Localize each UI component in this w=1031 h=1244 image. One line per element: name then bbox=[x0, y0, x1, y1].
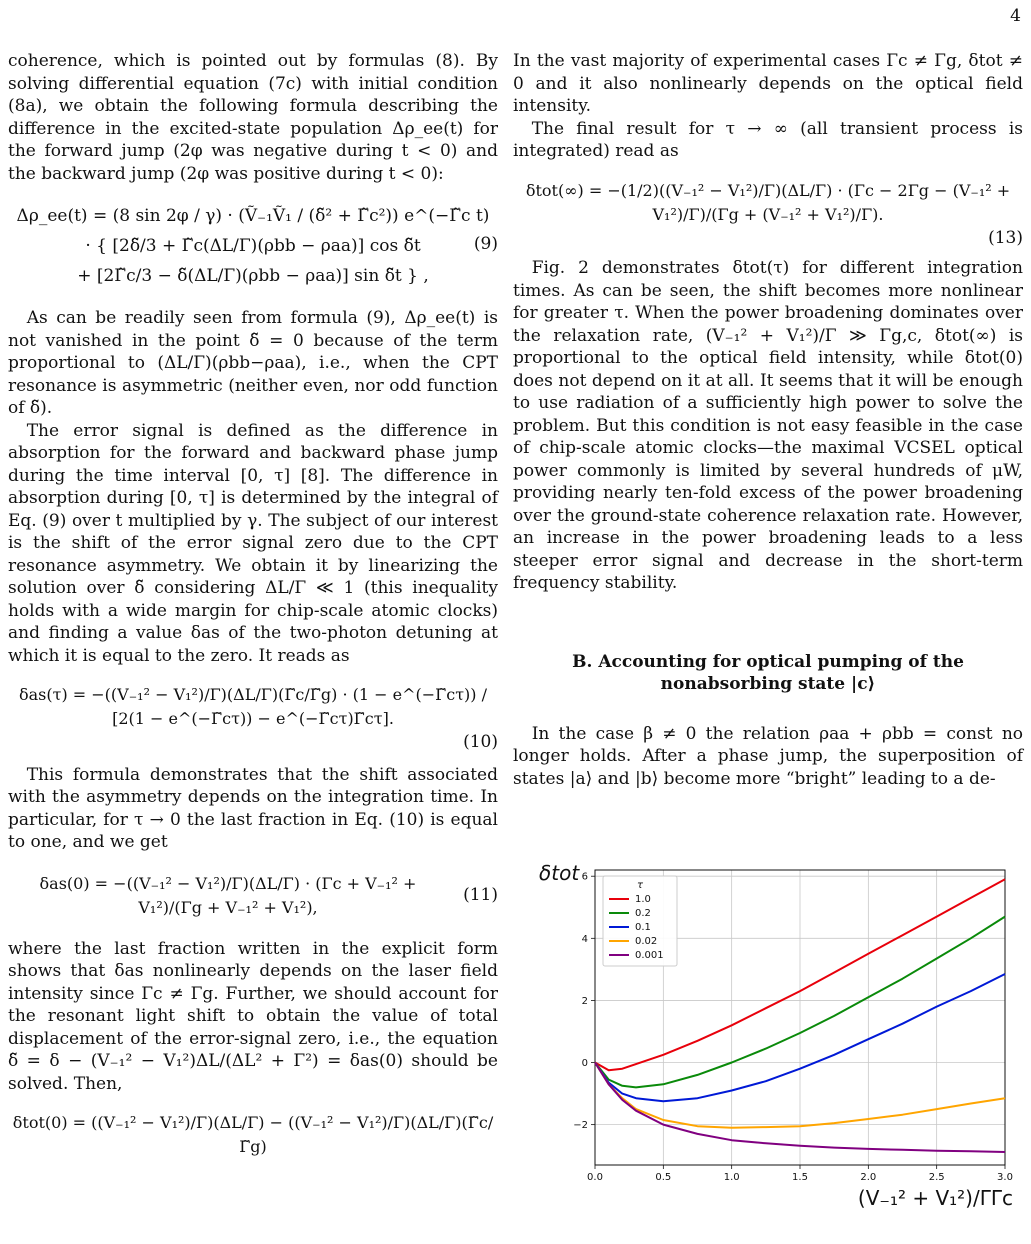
paragraph: In the vast majority of experimental cases Γc ≠ Γg, δtot ≠ 0 and it also nonlinearly depends on the optical field intensity. bbox=[513, 51, 1023, 116]
equation-9-line-3: + [2Γ̃c/3 − δ̃(ΔL/Γ)(ρbb − ρaa)] sin δ̃t } , bbox=[77, 266, 429, 286]
legend-label: 0.1 bbox=[635, 922, 651, 933]
x-tick-label: 1.5 bbox=[792, 1172, 808, 1183]
right-column bbox=[513, 50, 1023, 790]
legend-label: 0.001 bbox=[635, 950, 664, 961]
legend-label: 1.0 bbox=[635, 894, 651, 905]
left-column bbox=[8, 50, 498, 1159]
equation-number: (9) bbox=[473, 234, 498, 254]
paragraph: In the case β ≠ 0 the relation ρaa + ρbb = const no longer holds. After a phase jump, the superposition of states |a⟩ and |b⟩ become more “bright” leading to a de- bbox=[513, 723, 1023, 789]
equation-9-line-2: · { [2δ̃/3 + Γ̃c(ΔL/Γ)(ρbb − ρaa)] cos δ̃t bbox=[85, 236, 421, 256]
equation-number: (10) bbox=[463, 732, 498, 752]
legend-label: 0.2 bbox=[635, 908, 651, 919]
equation-10 bbox=[8, 683, 498, 754]
legend-title: τ bbox=[636, 880, 644, 891]
equation-13-body: δtot(∞) = −(1/2)((V₋₁² − V₁²)/Γ)(ΔL/Γ) · (Γc − 2Γg − (V₋₁² + V₁²)/Γ)/(Γg + (V₋₁² + V₁²)/Γ). bbox=[525, 180, 1011, 224]
y-tick-label: 4 bbox=[581, 933, 588, 945]
figure-2 bbox=[535, 860, 1025, 1240]
equation-11 bbox=[8, 872, 498, 920]
equation-number: (11) bbox=[463, 884, 498, 905]
equation-11-body: δas(0) = −((V₋₁² − V₁²)/Γ)(ΔL/Γ) · (Γc + V₋₁² + V₁²)/(Γg + V₋₁² + V₁²), bbox=[39, 873, 417, 917]
paragraph: coherence, which is pointed out by formulas (8). By solving differential equation (7c) with initial condition (8a), we obtain the following formula describing the difference in the excited-state population Δρ_ee(t) for the forward jump (2φ was negative during t < 0) and the backward jump (2φ was positive during t < 0): bbox=[8, 51, 498, 184]
equation-13 bbox=[513, 179, 1023, 250]
paragraph: where the last fraction written in the explicit form shows that δas nonlinearly depends on the laser field intensity since Γc ≠ Γg. Further, we should account for the resonant light shift to obtain the value of total displacement of the error-signal zero, i.e., the equation δ̃ = δ − (V₋₁² − V₁²)ΔL/(ΔL² + Γ²) = δas(0) should be solved. Then, bbox=[8, 938, 498, 1094]
paragraph: The error signal is defined as the difference in absorption for the forward and backward phase jump during the time interval [0, τ] [8]. The difference in absorption during [0, τ] is determined by the integral of Eq. (9) over t multiplied by γ. The subject of our interest is the shift of the error signal zero due to the CPT resonance asymmetry. We obtain it by linearizing the solution over δ̃ considering ΔL/Γ ≪ 1 (this inequality holds with a wide margin for chip-scale atomic clocks) and finding a value δas of the two-photon detuning at which it is equal to the zero. It reads as bbox=[8, 420, 498, 666]
equation-number: (13) bbox=[988, 227, 1023, 248]
equation-9-line-1: Δρ_ee(t) = (8 sin 2φ / γ) · (Ṽ₋₁Ṽ₁ / (δ̃² + Γ̃c²)) e^(−Γ̃c t) bbox=[16, 206, 490, 226]
equation-10-body: δas(τ) = −((V₋₁² − V₁²)/Γ)(ΔL/Γ)(Γ̃c/Γ̃g) · (1 − e^(−Γ̃cτ)) / [2(1 − e^(−Γ̃cτ)) − e^(−Γ̃cτ)Γ̃cτ]. bbox=[18, 685, 488, 728]
delta-tot-chart bbox=[535, 860, 1025, 1240]
x-tick-label: 2.5 bbox=[928, 1172, 945, 1183]
paragraph: As can be readily seen from formula (9), Δρ_ee(t) is not vanished in the point δ̃ = 0 because of the term proportional to (ΔL/Γ)(ρbb−ρaa), i.e., when the CPT resonance is asymmetric (neither even, nor odd function of δ̃). bbox=[8, 308, 498, 418]
equation-9 bbox=[8, 201, 498, 291]
y-tick-label: −2 bbox=[573, 1120, 588, 1132]
y-axis-label: δtot bbox=[539, 861, 580, 885]
x-tick-label: 0.5 bbox=[655, 1172, 672, 1183]
y-tick-label: 0 bbox=[581, 1058, 588, 1070]
paragraph: This formula demonstrates that the shift associated with the asymmetry depends on the integration time. In particular, for τ → 0 the last fraction in Eq. (10) is equal to one, and we get bbox=[8, 764, 498, 852]
x-tick-label: 3.0 bbox=[997, 1172, 1013, 1183]
paragraph: The final result for τ → ∞ (all transient process is integrated) read as bbox=[513, 118, 1023, 161]
paragraph: Fig. 2 demonstrates δtot(τ) for different integration times. As can be seen, the shift becomes more nonlinear for greater τ. When the power broadening dominates over the relaxation rate, (V₋₁² + V₁²)/Γ ≫ Γg,c, δtot(∞) is proportional to the optical field intensity, while δtot(0) does not depend on it at all. It seems that it will be enough to use radiation of a sufficiently high power to solve the problem. But this condition is not easy feasible in the case of chip-scale atomic clocks—the maximal VCSEL optical power commonly is limited by several hundreds of μW, providing nearly ten-fold excess of the power broadening over the ground-state coherence relaxation rate. However, an increase in the power broadening leads to a less steeper error signal and decrease in the short-term frequency stability. bbox=[513, 258, 1023, 593]
x-tick-label: 2.0 bbox=[860, 1172, 877, 1183]
x-axis-label: (V₋₁² + V₁²)/ΓΓc bbox=[857, 1186, 1013, 1210]
equation-12 bbox=[8, 1111, 498, 1159]
x-tick-label: 1.0 bbox=[723, 1172, 740, 1183]
x-tick-label: 0.0 bbox=[587, 1172, 603, 1183]
equation-12-body: δtot(0) = ((V₋₁² − V₁²)/Γ)(ΔL/Γ) − ((V₋₁² − V₁²)/Γ)(ΔL/Γ)(Γ̃c/Γ̃g) bbox=[12, 1113, 494, 1156]
section-heading: B. Accounting for optical pumping of the nonabsorbing state |c⟩ bbox=[572, 651, 964, 694]
y-tick-label: 6 bbox=[581, 871, 588, 883]
page-number: 4 bbox=[1010, 6, 1021, 26]
legend-label: 0.02 bbox=[635, 936, 658, 947]
y-tick-label: 2 bbox=[581, 995, 588, 1007]
